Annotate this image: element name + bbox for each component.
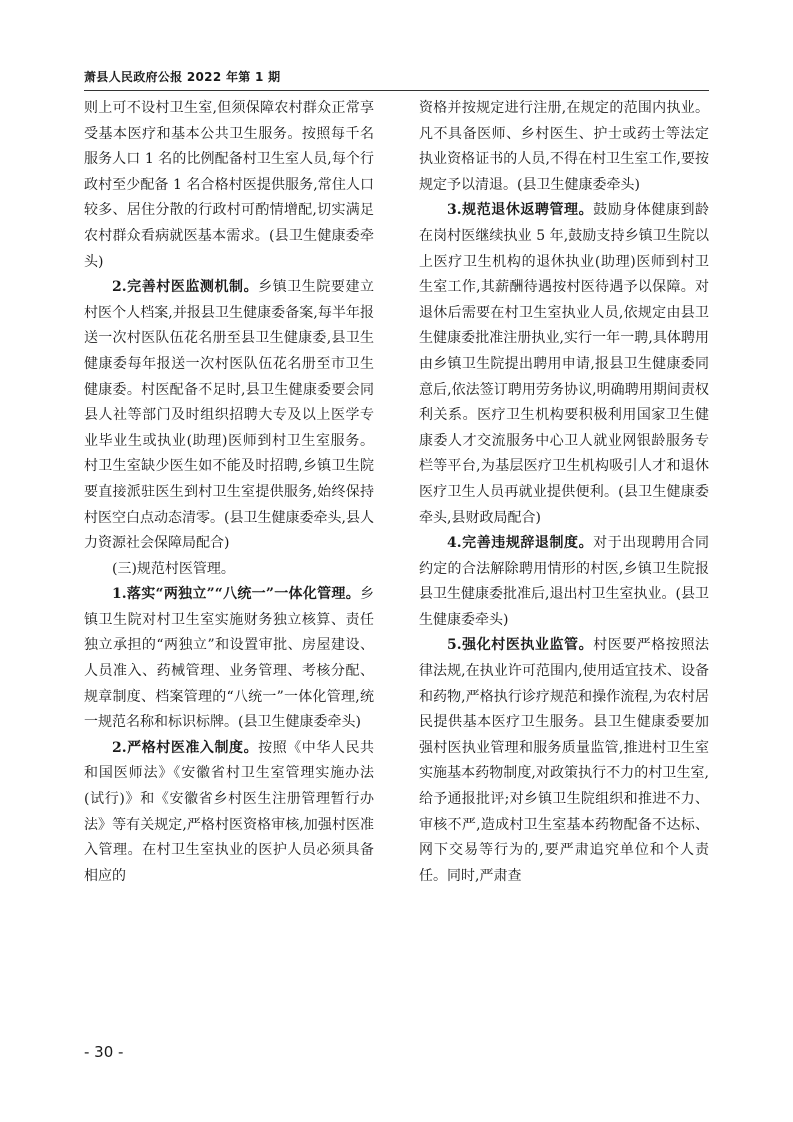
paragraph-integration: [84, 582, 374, 736]
subheading-retirement: 3.规范退休返聘管理。: [447, 202, 594, 219]
page-number: - 30 -: [84, 1043, 124, 1061]
subheading-monitoring: 2.完善村医监测机制。: [112, 279, 259, 296]
paragraph-dismissal: [419, 531, 709, 633]
body-dismissal: 对于出现聘用合同约定的合法解除聘用情形的村医,乡镇卫生院报县卫生健康委批准后,退出村卫生室执业。(县卫生健康委牵头): [419, 535, 710, 628]
subheading-dismissal: 4.完善违规辞退制度。: [447, 535, 594, 552]
body-retirement: 鼓励身体健康到龄在岗村医继续执业 5 年,鼓励支持乡镇卫生院以上医疗卫生机构的退休执业(助理)医师到村卫生室工作,其薪酬待遇按村医待遇予以保障。对退休后需要在村卫生室执业人员,依规定由县卫生健康委批准注册执业,实行一年一聘,具体聘用由乡镇卫生院提出聘用申请,报县卫生健康委同意后,依法签订聘用劳务协议,明确聘用期间责权利关系。医疗卫生机构要积极利用国家卫生健康委人才交流服务中心卫人就业网银龄服务专栏等平台,为基层医疗卫生机构吸引人才和退休医疗卫生人员再就业提供便利。(县卫生健康委牵头,县财政局配合): [419, 202, 710, 526]
header-divider: [84, 90, 709, 91]
publication-header: 萧县人民政府公报 2022 年第 1 期: [84, 70, 281, 84]
subheading-integration: 1.落实“两独立”“八统一”一体化管理。: [112, 586, 360, 603]
section-heading-3: (三)规范村医管理。: [112, 560, 235, 577]
right-column: [419, 96, 709, 889]
body-access: 按照《中华人民共和国医师法》《安徽省村卫生室管理实施办法(试行)》和《安徽省乡村医生注册管理暂行办法》等有关规定,严格村医资格审核,加强村医准入管理。在村卫生室执业的医护人员必须具备相应的: [84, 739, 375, 884]
body-supervision: 村医要严格按照法律法规,在执业许可范围内,使用适宜技术、设备和药物,严格执行诊疗规范和操作流程,为农村居民提供基本医疗卫生服务。县卫生健康委要加强村医执业管理和服务质量监管,推进村卫生室实施基本药物制度,对政策执行不力的村卫生室,给予通报批评;对乡镇卫生院组织和推进不力、审核不严,造成村卫生室基本药物配备不达标、网下交易等行为的,要严肃追究单位和个人责任。同时,严肃查: [419, 637, 710, 884]
paragraph-access: [84, 736, 374, 890]
paragraph-retirement: [419, 198, 709, 531]
body-monitoring: 乡镇卫生院要建立村医个人档案,并报县卫生健康委备案,每半年报送一次村医队伍花名册至县卫生健康委,县卫生健康委每年报送一次村医队伍花名册至市卫生健康委。村医配备不足时,县卫生健康委要会同县人社等部门及时组织招聘大专及以上医学专业毕业生或执业(助理)医师到村卫生室服务。村卫生室缺少医生如不能及时招聘,乡镇卫生院要直接派驻医生到村卫生室提供服务,始终保持村医空白点动态清零。(县卫生健康委牵头,县人力资源社会保障局配合): [84, 279, 375, 552]
paragraph-continuation-right: 资格并按规定进行注册,在规定的范围内执业。凡不具备医师、乡村医生、护士或药士等法定执业资格证书的人员,不得在村卫生室工作,要按规定予以清退。(县卫生健康委牵头): [419, 100, 709, 193]
body-integration: 乡镇卫生院对村卫生室实施财务独立核算、责任独立承担的“两独立”和设置审批、房屋建设、人员准入、药械管理、业务管理、考核分配、规章制度、档案管理的“八统一”一体化管理,统一规范名称和标识标牌。(县卫生健康委牵头): [84, 586, 374, 731]
paragraph-continuation: 则上可不设村卫生室,但须保障农村群众正常享受基本医疗和基本公共卫生服务。按照每千名服务人口 1 名的比例配备村卫生室人员,每个行政村至少配备 1 名合格村医提供服务,常住人口较多、居住分散的行政村可酌情增配,切实满足农村群众看病就医基本需求。(县卫生健康委牵头): [84, 100, 374, 270]
subheading-supervision: 5.强化村医执业监管。: [447, 637, 594, 654]
paragraph-supervision: [419, 633, 709, 889]
subheading-access: 2.严格村医准入制度。: [112, 739, 259, 756]
left-column: [84, 96, 374, 889]
paragraph-monitoring: [84, 275, 374, 557]
